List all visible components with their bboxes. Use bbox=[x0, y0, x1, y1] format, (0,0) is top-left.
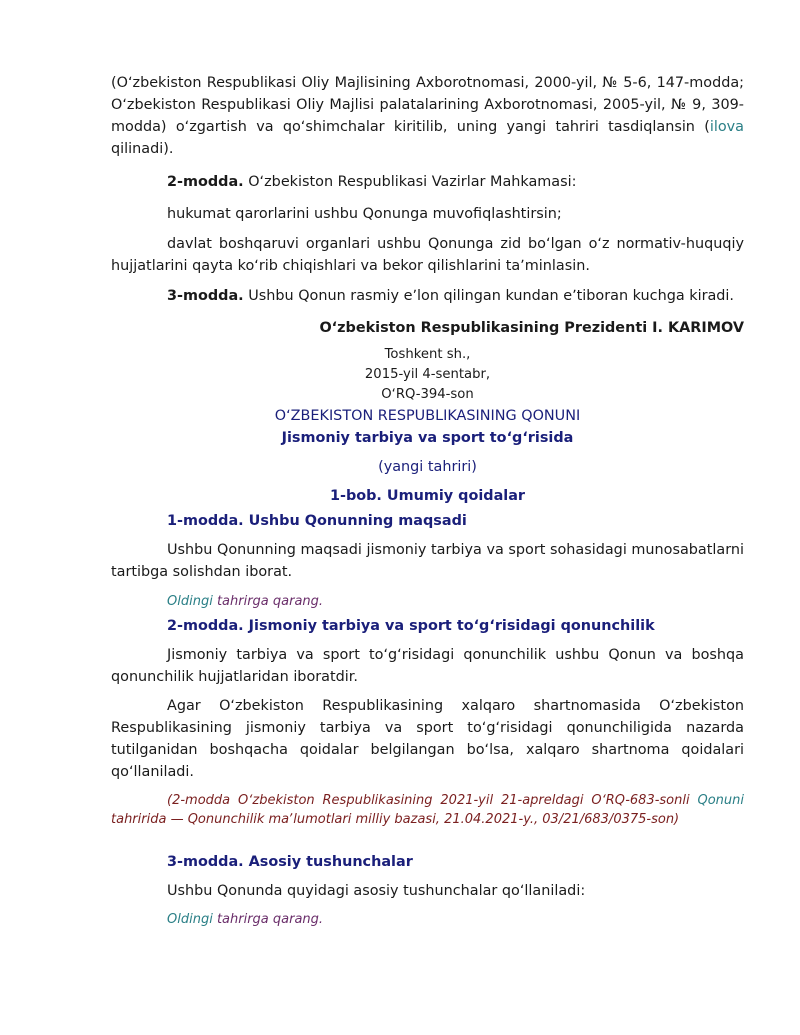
previous-edition-note-3 bbox=[111, 910, 800, 929]
article-2-amendment-note bbox=[111, 791, 744, 829]
law-article-2 bbox=[111, 171, 744, 193]
law-edition: (yangi tahriri) bbox=[378, 459, 477, 475]
amendment-text-end: tahririda — Qonunchilik maʼlumotlari milliy bazasi, 21.04.2021-y., 03/21/683/0375-son) bbox=[111, 812, 680, 827]
article-3-text: Ushbu Qonunda quyidagi asosiy tushunchalar qoʻllaniladi: bbox=[167, 883, 586, 899]
previous-edition-link[interactable]: Oldingi bbox=[167, 594, 213, 609]
previous-edition-note-1 bbox=[111, 592, 800, 611]
article-2-text2: Agar Oʻzbekiston Respublikasining xalqaro shartnomasida Oʻzbekiston Respublikasining jismoniy tarbiya va sport toʻgʻrisidagi qonunchiligida nazarda tutilganidan boshqacha qoidalar belgilangan boʻlsa, xalqaro shartnoma qoidalari qoʻllaniladi. bbox=[111, 698, 744, 780]
previous-edition-link[interactable]: Oldingi bbox=[167, 912, 213, 927]
signature-place: Toshkent sh., bbox=[384, 347, 471, 362]
ilova-link[interactable]: ilova bbox=[709, 119, 744, 135]
article-1-title: 1-modda. Ushbu Qonunning maqsadi bbox=[167, 513, 467, 529]
qonuni-link[interactable]: Qonuni bbox=[697, 793, 744, 808]
article-1-text: Ushbu Qonunning maqsadi jismoniy tarbiya va sport sohasidagi munosabatlarni tartibga solishdan iborat. bbox=[111, 542, 744, 580]
signature-number: OʻRQ-394-son bbox=[381, 387, 474, 402]
law-article-2-p2: davlat boshqaruvi organlari ushbu Qonunga zid boʻlgan oʻz normativ-huquqiy hujjatlarini qayta koʻrib chiqishlari va bekor qilishlarini taʼminlasin. bbox=[111, 236, 744, 274]
chapter-heading: 1-bob. Umumiy qoidalar bbox=[329, 488, 526, 504]
article-label: 3-modda. bbox=[167, 288, 244, 304]
article-2-title: 2-modda. Jismoniy tarbiya va sport toʻgʻrisidagi qonunchilik bbox=[167, 618, 655, 634]
article-text: Ushbu Qonun rasmiy eʼlon qilingan kundan eʼtiboran kuchga kiradi. bbox=[243, 288, 735, 304]
article-2-text1: Jismoniy tarbiya va sport toʻgʻrisidagi qonunchilik ushbu Qonun va boshqa qonunchilik hujjatlaridan iboratdir. bbox=[111, 647, 744, 685]
president-signature: Oʻzbekiston Respublikasining Prezidenti I. KARIMOV bbox=[319, 320, 744, 336]
previous-edition-text: tahrirga qarang. bbox=[212, 594, 324, 609]
intro-paragraph bbox=[111, 72, 744, 160]
amendment-text: (2-modda Oʻzbekiston Respublikasining 2021-yil 21-apreldagi OʻRQ-683-sonli bbox=[167, 793, 698, 808]
previous-edition-text: tahrirga qarang. bbox=[212, 912, 324, 927]
signature-date: 2015-yil 4-sentabr, bbox=[364, 367, 491, 382]
law-article-2-p1: hukumat qarorlarini ushbu Qonunga muvofiqlashtirsin; bbox=[167, 206, 562, 222]
article-text: Oʻzbekiston Respublikasi Vazirlar Mahkamasi: bbox=[243, 174, 577, 190]
article-3-title: 3-modda. Asosiy tushunchalar bbox=[167, 854, 413, 870]
law-article-3 bbox=[111, 285, 744, 307]
law-title-line2: Jismoniy tarbiya va sport toʻgʻrisida bbox=[281, 430, 574, 446]
law-title-line1: OʻZBEKISTON RESPUBLIKASINING QONUNI bbox=[274, 408, 581, 424]
article-label: 2-modda. bbox=[167, 174, 244, 190]
intro-text: (Oʻzbekiston Respublikasi Oliy Majlisining Axborotnomasi, 2000-yil, № 5-6, 147-modda; Oʻzbekiston Respublikasi Oliy Majlisi palatalarining Axborotnomasi, 2005-yil, № 9, 309-modda) oʻzgartish va qoʻshimchalar kiritilib, uning yangi tahriri tasdiqlansin ( bbox=[111, 75, 744, 135]
intro-text-end: qilinadi). bbox=[111, 141, 174, 157]
